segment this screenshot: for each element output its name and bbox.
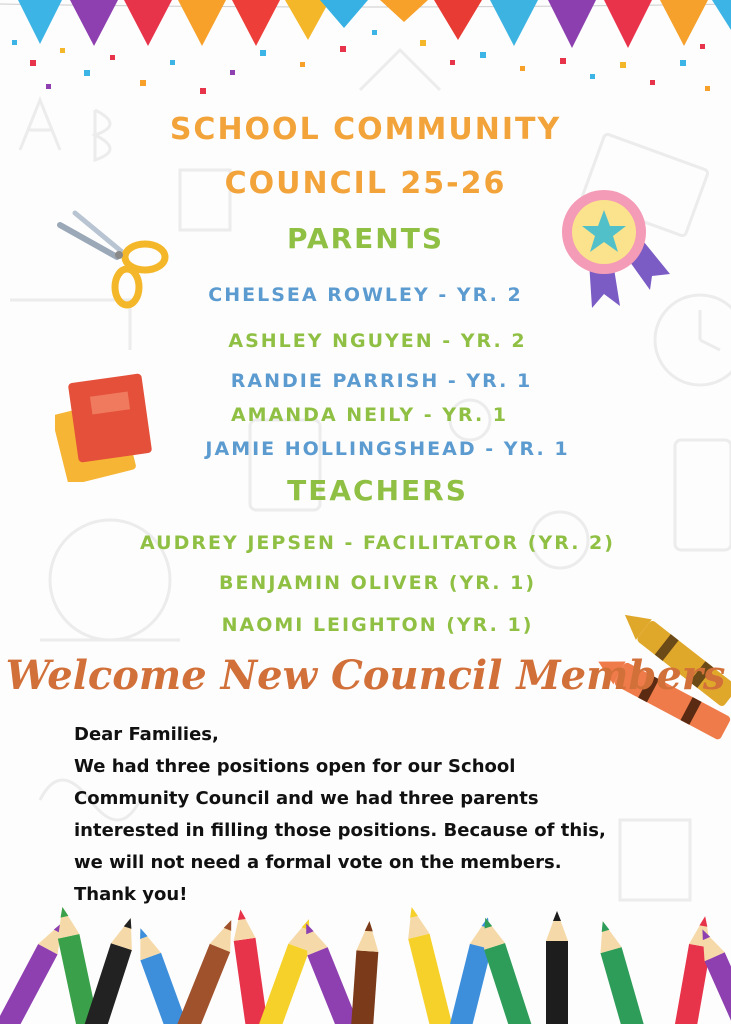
- letter-line: Dear Families,: [74, 724, 219, 745]
- letter-line: we will not need a formal vote on the members.: [74, 852, 562, 873]
- letter-line: Community Council and we had three parents: [74, 788, 539, 809]
- colored-pencils-border: [0, 905, 731, 1024]
- teacher-member: NAOMI LEIGHTON (YR. 1): [221, 614, 534, 636]
- parent-member: ASHLEY NGUYEN - YR. 2: [228, 330, 527, 352]
- letter-line: We had three positions open for our School: [74, 756, 516, 777]
- letter-body: [74, 719, 674, 911]
- teacher-member: AUDREY JEPSEN - FACILITATOR (YR. 2): [140, 532, 615, 554]
- bunting-banner: [0, 0, 731, 110]
- title-line-1: SCHOOL COMMUNITY: [169, 112, 562, 147]
- letter-line: interested in filling those positions. Because of this,: [74, 820, 606, 841]
- parent-member: RANDIE PARRISH - YR. 1: [230, 370, 533, 392]
- welcome-heading: Welcome New Council Members: [5, 652, 726, 699]
- letter-line: Thank you!: [74, 884, 188, 905]
- teacher-member: BENJAMIN OLIVER (YR. 1): [218, 572, 537, 594]
- parent-member: CHELSEA ROWLEY - YR. 2: [208, 284, 523, 306]
- parents-heading: PARENTS: [286, 222, 444, 255]
- title-line-2: COUNCIL 25-26: [224, 166, 507, 201]
- parent-member: JAMIE HOLLINGSHEAD - YR. 1: [205, 438, 570, 460]
- parent-member: AMANDA NEILY - YR. 1: [230, 404, 509, 426]
- teachers-heading: TEACHERS: [287, 474, 468, 507]
